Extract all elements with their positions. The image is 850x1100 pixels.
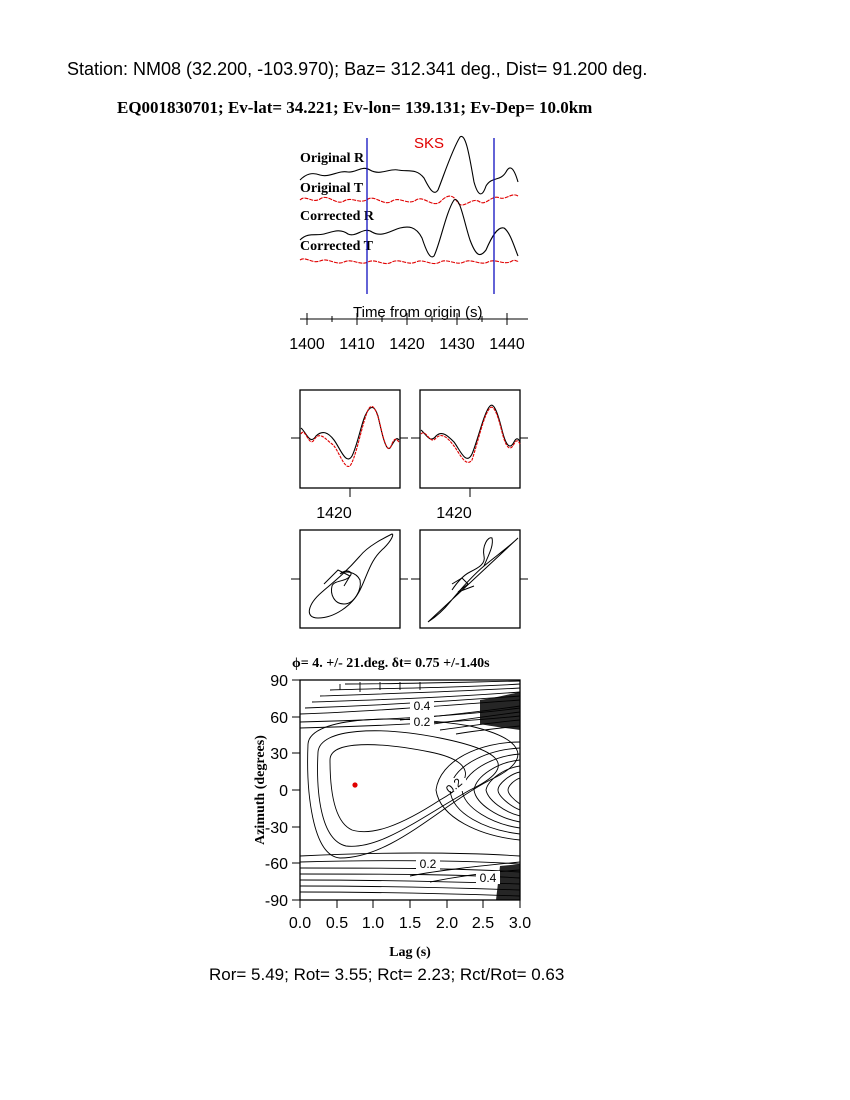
x-tick-3: 3.0: [508, 915, 532, 932]
y-axis-label: Azimuth (degrees): [253, 735, 268, 845]
x-tick-25: 2.5: [471, 915, 495, 932]
trace-label-original-r: Original R: [300, 151, 365, 166]
y-tick-neg90: -90: [264, 893, 288, 910]
contour-label-5: 0.4: [479, 871, 497, 885]
y-tick-neg60: -60: [264, 856, 288, 873]
particle-motion-left: [291, 530, 408, 628]
contour-label-1: 0.4: [413, 699, 431, 713]
waveform-panels: [0, 380, 850, 650]
contour-label-4: 0.2: [419, 857, 437, 871]
contour-label-3: 0.2: [443, 775, 465, 797]
contour-plot: [0, 670, 850, 970]
contour-title: ϕ= 4. +/- 21.deg. δt= 0.75 +/-1.40s: [292, 656, 490, 671]
waveform-panel-left: [291, 390, 408, 497]
event-info: EQ001830701; Ev-lat= 34.221; Ev-lon= 139.131; Ev-Dep= 10.0km: [117, 98, 593, 117]
trace-label-corrected-r: Corrected R: [300, 209, 374, 224]
trace-label-original-t: Original T: [300, 181, 364, 196]
waveform-tick-right: 1420: [436, 505, 472, 522]
particle-motion-right: [411, 530, 528, 628]
best-fit-marker: [352, 782, 357, 787]
x-tick-15: 1.5: [398, 915, 422, 932]
trace-original-t: [300, 195, 518, 205]
time-tick-1410: 1410: [339, 336, 375, 353]
sks-phase-label: SKS: [414, 135, 445, 152]
y-tick-0: 0: [279, 783, 288, 800]
y-tick-neg30: -30: [264, 820, 288, 837]
waveform-panel-right: [411, 390, 528, 497]
contour-dark-upper: [480, 692, 520, 730]
trace-corrected-t: [300, 259, 518, 264]
y-tick-60: 60: [270, 710, 288, 727]
x-tick-0: 0.0: [288, 915, 312, 932]
y-tick-90: 90: [270, 673, 288, 690]
waveform-tick-left: 1420: [316, 505, 352, 522]
x-tick-05: 0.5: [325, 915, 349, 932]
ratio-summary: Ror= 5.49; Rot= 3.55; Rct= 2.23; Rct/Rot= 0.63: [209, 965, 565, 984]
time-tick-1440: 1440: [489, 336, 525, 353]
x-axis-label: Lag (s): [389, 945, 431, 960]
time-axis-label: Time from origin (s): [353, 304, 483, 321]
time-tick-1430: 1430: [439, 336, 475, 353]
x-tick-2: 2.0: [435, 915, 459, 932]
time-tick-1420: 1420: [389, 336, 425, 353]
y-tick-30: 30: [270, 746, 288, 763]
trace-label-corrected-t: Corrected T: [300, 239, 373, 254]
contour-label-2: 0.2: [413, 715, 431, 729]
time-tick-1400: 1400: [289, 336, 325, 353]
x-tick-1: 1.0: [361, 915, 385, 932]
station-info: Station: NM08 (32.200, -103.970); Baz= 312.341 deg., Dist= 91.200 deg.: [67, 59, 648, 79]
